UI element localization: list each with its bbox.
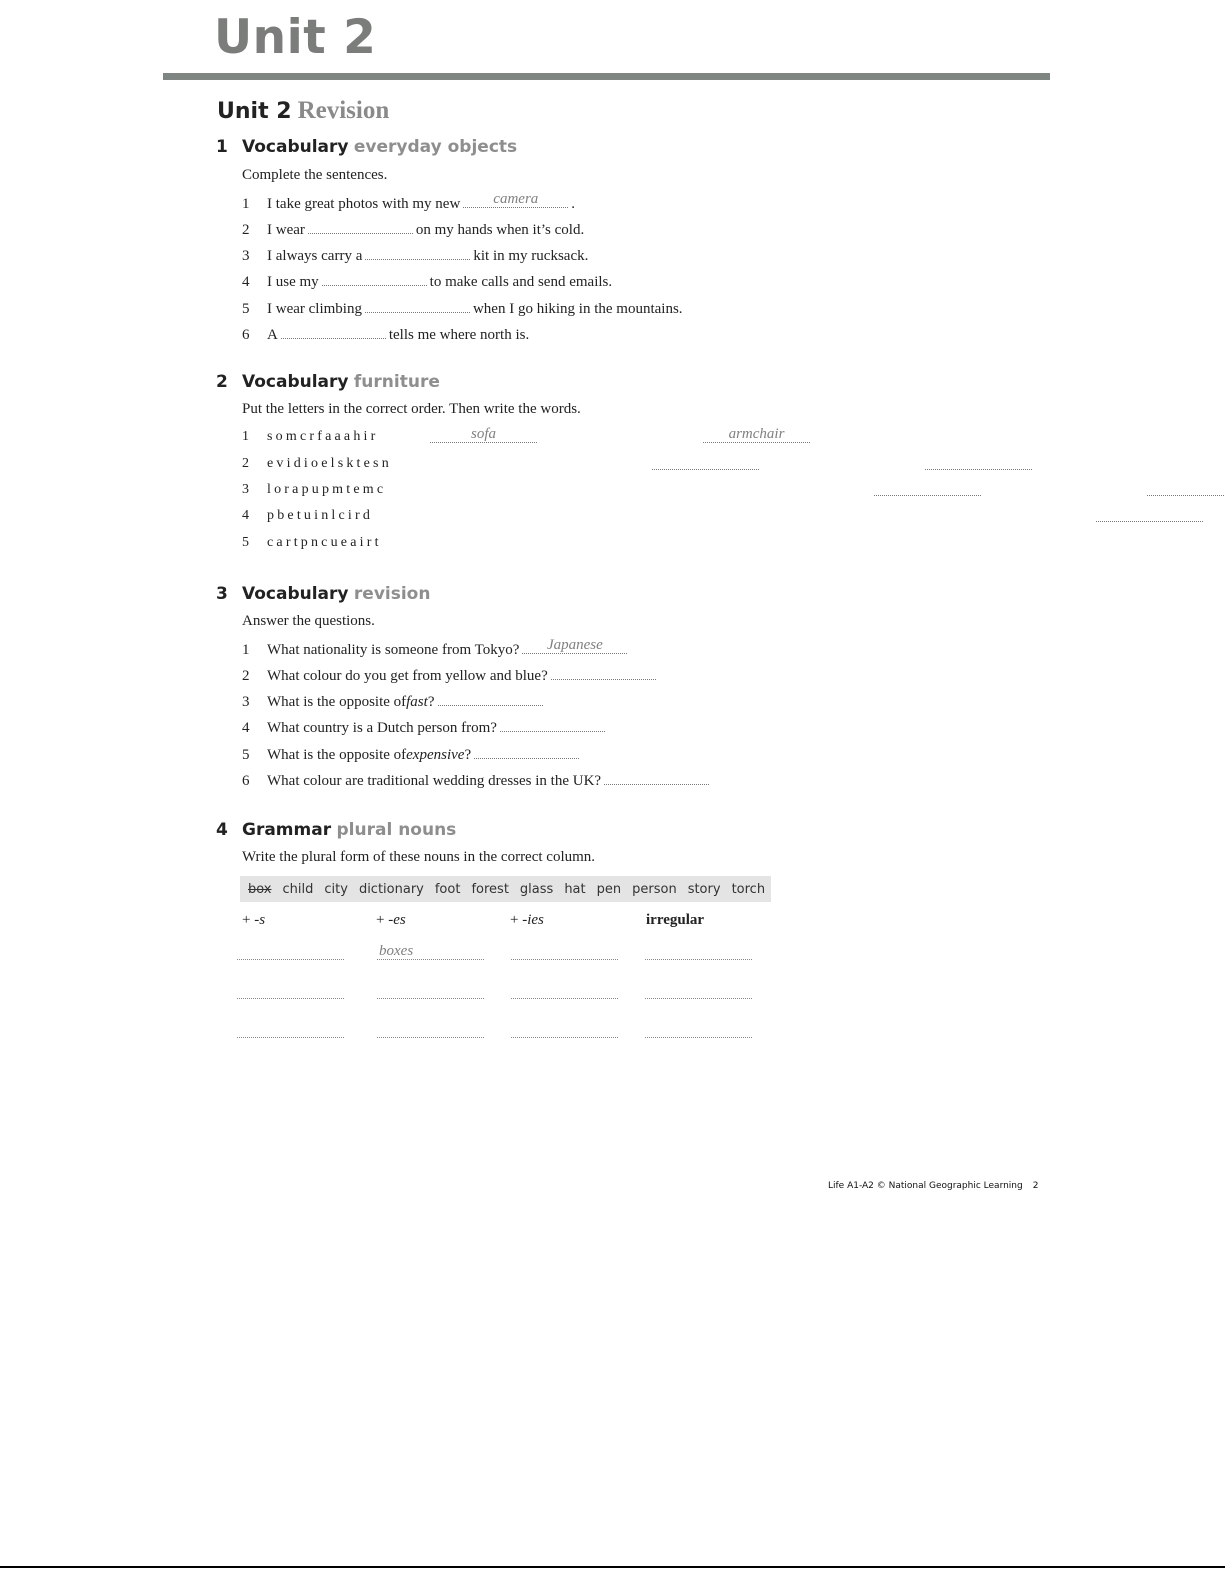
word-box-item: forest <box>471 881 509 897</box>
item-number: 5 <box>242 747 250 763</box>
filled-answer: camera <box>493 191 539 207</box>
item-number: 4 <box>242 274 250 290</box>
answer-blank[interactable] <box>604 770 709 785</box>
answer-line[interactable] <box>645 997 752 999</box>
page-number: 2 <box>1032 1181 1039 1191</box>
item-text-after: when I go hiking in the mountains. <box>472 301 683 317</box>
word-box <box>240 876 771 902</box>
question-italic-word: fast <box>406 694 428 710</box>
section-3-heading <box>216 584 430 604</box>
section-4-heading <box>216 820 456 840</box>
answer-blank[interactable] <box>500 717 605 732</box>
section-number: 4 <box>216 820 228 840</box>
answer-line[interactable] <box>645 1036 752 1038</box>
filled-answer: sofa <box>470 426 496 442</box>
column-header-es <box>376 912 406 929</box>
scrambled-word-row <box>242 429 378 445</box>
answer-blank[interactable] <box>874 481 981 496</box>
question-row <box>242 691 546 711</box>
item-number: 5 <box>242 301 250 317</box>
item-text-before: I wear <box>267 222 305 238</box>
section-1-instruction: Complete the sentences. <box>242 167 388 183</box>
item-number: 6 <box>242 773 250 789</box>
answer-blank[interactable] <box>522 639 627 654</box>
question-row <box>242 639 630 659</box>
item-number: 2 <box>242 222 250 238</box>
scrambled-word-row <box>242 456 392 472</box>
item-text-before: I take great photos with my new <box>267 196 461 212</box>
word-box-item: box <box>248 881 272 897</box>
word-box-item: foot <box>434 881 461 897</box>
item-text-after: on my hands when it’s cold. <box>415 222 585 238</box>
answer-blank[interactable] <box>551 665 656 680</box>
item-number: 1 <box>242 196 250 212</box>
filled-answer: armchair <box>728 426 785 442</box>
revision-heading-label: Revision <box>297 97 390 124</box>
question-italic-word: expensive <box>406 747 465 763</box>
section-type: Vocabulary <box>242 372 349 392</box>
exercise-1-item <box>242 245 588 265</box>
section-2-heading <box>216 372 440 392</box>
revision-heading-unit: Unit 2 <box>217 99 292 124</box>
item-text-after: to make calls and send emails. <box>429 274 613 290</box>
item-text-before: I use my <box>267 274 319 290</box>
scrambled-letters: pbetuinlcird <box>267 508 374 523</box>
answer-line[interactable] <box>645 958 752 960</box>
column-plus: + - <box>242 912 260 928</box>
copyright-text: Life A1-A2 © National Geographic Learning <box>828 1181 1023 1191</box>
column-suffix: ies <box>527 912 544 928</box>
item-number: 1 <box>242 642 250 658</box>
answer-blank[interactable] <box>430 428 537 443</box>
filled-answer: Japanese <box>546 637 603 653</box>
section-3-instruction: Answer the questions. <box>242 613 375 629</box>
answer-line[interactable] <box>237 997 344 999</box>
column-suffix: es <box>393 912 406 928</box>
page-footer <box>828 1181 1038 1191</box>
exercise-1-item <box>242 193 575 213</box>
answer-line[interactable] <box>377 997 484 999</box>
answer-line[interactable] <box>237 958 344 960</box>
answer-blank[interactable] <box>438 691 543 706</box>
word-box-item: city <box>324 881 348 897</box>
item-text-after: kit in my rucksack. <box>473 248 589 264</box>
page-title: Unit 2 <box>214 10 377 65</box>
word-box-item: person <box>632 881 677 897</box>
answer-blank[interactable] <box>925 455 1032 470</box>
filled-answer: boxes <box>379 943 414 959</box>
word-box-item: child <box>282 881 314 897</box>
scrambled-letters: somcrfaaahir <box>267 429 379 444</box>
section-topic: revision <box>353 584 431 604</box>
exercise-1-item <box>242 298 683 318</box>
section-type: Grammar <box>242 820 332 840</box>
column-header-ies <box>510 912 544 929</box>
scrambled-word-row <box>242 508 373 524</box>
answer-line[interactable] <box>511 958 618 960</box>
question-end: ? <box>464 747 472 763</box>
section-topic: plural nouns <box>336 820 457 840</box>
item-number: 3 <box>242 482 249 497</box>
answer-blank[interactable] <box>1096 507 1203 522</box>
section-type: Vocabulary <box>242 584 349 604</box>
section-1-heading <box>216 137 517 157</box>
exercise-1-item <box>242 324 529 344</box>
answer-blank[interactable] <box>322 271 427 286</box>
item-text-after: . <box>571 196 576 212</box>
question-row <box>242 744 582 764</box>
item-number: 1 <box>242 429 249 444</box>
column-header-irregular <box>646 912 704 929</box>
column-plus: + - <box>376 912 394 928</box>
answer-line[interactable] <box>511 997 618 999</box>
item-text-before: I always carry a <box>267 248 363 264</box>
answer-line[interactable] <box>237 1036 344 1038</box>
column-suffix: s <box>259 912 266 928</box>
answer-blank[interactable] <box>1147 481 1225 496</box>
question-row <box>242 665 659 685</box>
answer-blank[interactable] <box>308 219 413 234</box>
question-text: What colour are traditional wedding dresses in the UK? <box>267 773 602 789</box>
bottom-rule <box>0 1566 1225 1568</box>
column-header-s <box>242 912 265 929</box>
answer-blank[interactable] <box>652 455 759 470</box>
answer-line[interactable] <box>377 1036 484 1038</box>
section-number: 3 <box>216 584 228 604</box>
answer-blank[interactable] <box>281 324 386 339</box>
word-box-item: torch <box>731 881 766 897</box>
exercise-1-item <box>242 219 584 239</box>
item-number: 2 <box>242 668 250 684</box>
word-box-item: glass <box>519 881 554 897</box>
section-topic: furniture <box>353 372 440 392</box>
item-number: 6 <box>242 327 250 343</box>
column-suffix: irregular <box>646 912 705 928</box>
word-box-item: pen <box>596 881 622 897</box>
item-number: 3 <box>242 248 250 264</box>
question-text: What is the opposite of <box>267 747 407 763</box>
question-text: What colour do you get from yellow and blue? <box>267 668 548 684</box>
item-text-before: A <box>267 327 278 343</box>
item-number: 5 <box>242 535 249 550</box>
section-topic: everyday objects <box>353 137 518 157</box>
word-box-item: hat <box>564 881 586 897</box>
question-end: ? <box>427 694 435 710</box>
section-number: 2 <box>216 372 228 392</box>
question-text: What nationality is someone from Tokyo? <box>267 642 520 658</box>
word-box-item: story <box>687 881 721 897</box>
scrambled-word-row <box>242 482 386 498</box>
question-text: What is the opposite of <box>267 694 407 710</box>
item-text-after: tells me where north is. <box>388 327 530 343</box>
item-number: 4 <box>242 508 249 523</box>
exercise-1-item <box>242 271 612 291</box>
scrambled-letters: evidioelsktesn <box>267 456 392 471</box>
answer-blank[interactable] <box>365 245 470 260</box>
answer-blank[interactable] <box>474 744 579 759</box>
column-plus: + - <box>510 912 528 928</box>
item-number: 3 <box>242 694 250 710</box>
title-rule <box>163 73 1050 80</box>
item-number: 2 <box>242 456 249 471</box>
scrambled-word-row <box>242 535 382 551</box>
answer-blank[interactable] <box>703 428 810 443</box>
answer-line[interactable] <box>511 1036 618 1038</box>
question-row <box>242 717 608 737</box>
answer-blank[interactable] <box>463 193 568 208</box>
question-row <box>242 770 712 790</box>
scrambled-letters: lorapupmtemc <box>267 482 387 497</box>
section-number: 1 <box>216 137 228 157</box>
section-4-instruction: Write the plural form of these nouns in the correct column. <box>242 849 596 865</box>
item-number: 4 <box>242 720 250 736</box>
question-text: What country is a Dutch person from? <box>267 720 497 736</box>
word-box-item: dictionary <box>358 881 424 897</box>
section-2-instruction: Put the letters in the correct order. Then write the words. <box>242 401 581 417</box>
revision-heading <box>217 97 389 125</box>
section-type: Vocabulary <box>242 137 349 157</box>
scrambled-letters: cartpncueairt <box>267 535 382 550</box>
answer-blank[interactable] <box>365 298 470 313</box>
item-text-before: I wear climbing <box>267 301 362 317</box>
